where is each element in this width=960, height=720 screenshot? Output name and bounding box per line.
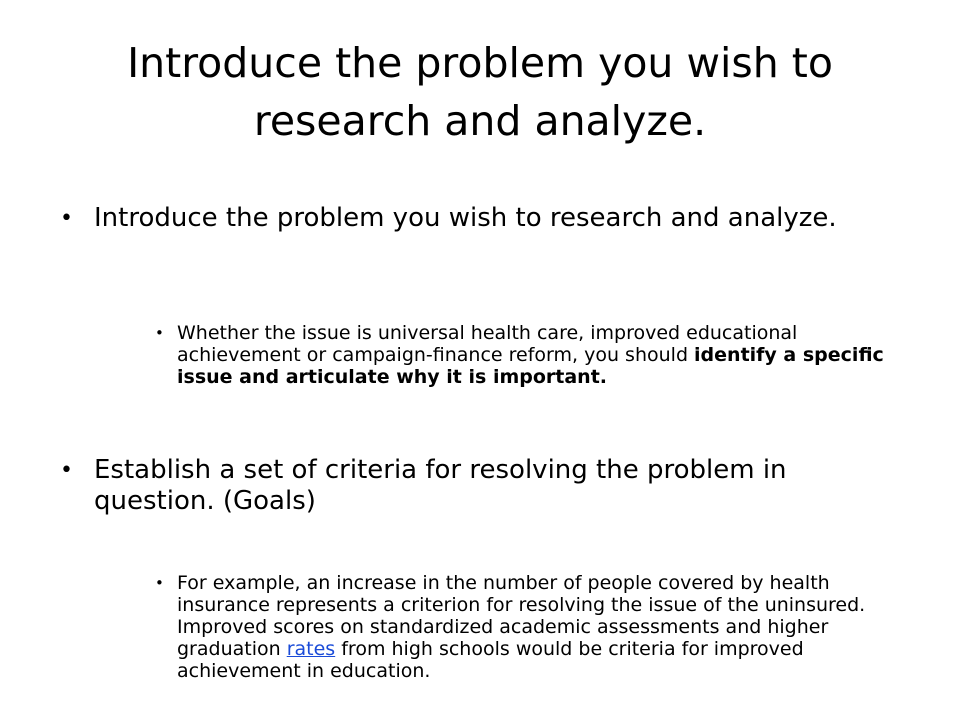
slide-title: Introduce the problem you wish to research and analyze. xyxy=(127,39,833,145)
bullet-dot-icon: • xyxy=(155,324,164,342)
bullet-introduce-problem xyxy=(60,203,900,234)
sub-bullet-example xyxy=(155,572,895,682)
bullet-establish-criteria xyxy=(60,455,900,517)
bullet-dot-icon: • xyxy=(155,574,164,592)
rates-link[interactable]: rates xyxy=(286,638,336,660)
sub-bullet-identify-issue xyxy=(155,322,895,388)
bullet-dot-icon: • xyxy=(60,206,73,231)
sub-bullet-text: Whether the issue is universal health care, improved educational achievement or campaign-finance reform, you should xyxy=(177,322,798,366)
bullet-text: Establish a set of criteria for resolving the problem in question. (Goals) xyxy=(94,455,787,516)
bullet-dot-icon: • xyxy=(60,458,73,483)
bullet-text: Introduce the problem you wish to research and analyze. xyxy=(94,203,837,233)
sub-bullet-text-end: from high schools would be criteria for improved achievement in education. xyxy=(177,638,804,682)
sub-bullet-bold-text: identify a specific issue and articulate why it is important. xyxy=(177,344,884,388)
sub-bullet-text: For example, an increase in the number of people covered by health insurance represents a criterion for resolving the issue of the uninsured. Improved scores on standardized academic assessments and higher graduation xyxy=(177,572,866,660)
